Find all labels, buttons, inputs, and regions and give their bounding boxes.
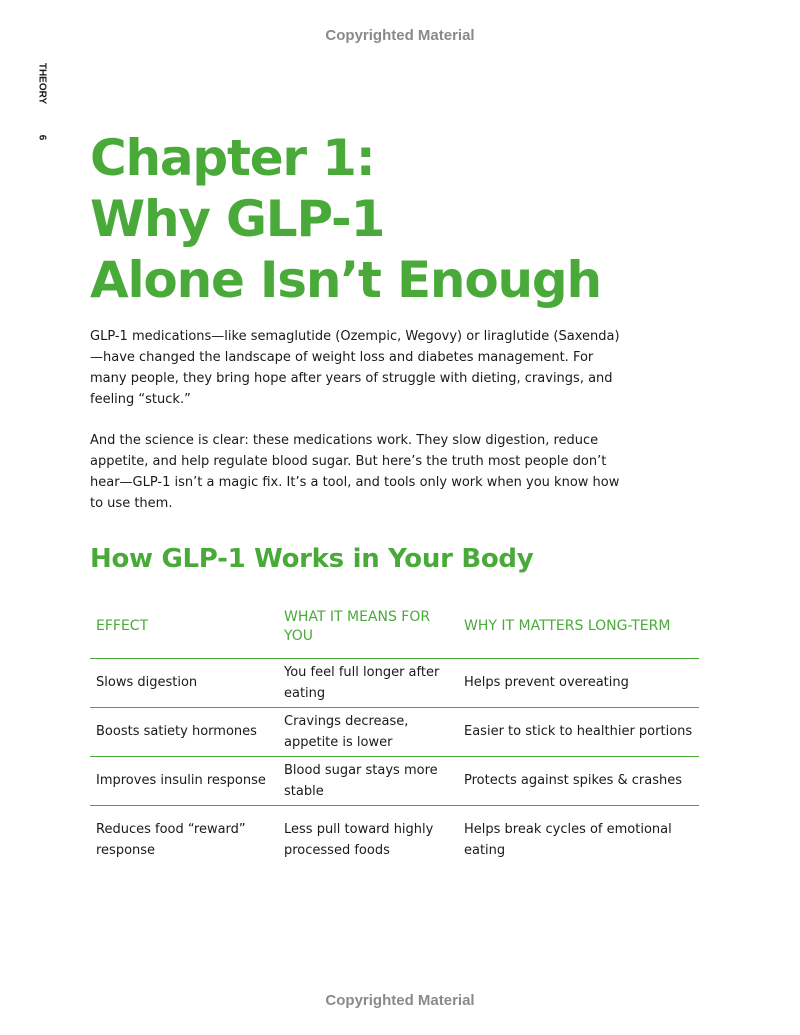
table-cell: Easier to stick to healthier portions — [458, 707, 699, 756]
intro-paragraph: GLP-1 medications—like semaglutide (Ozempic, Wegovy) or liraglutide (Saxenda)—have changed the landscape of weight loss and diabetes management. For many people, they bring hope after years of struggle with dieting, cravings, and feeling “stuck.” — [90, 329, 620, 407]
table-row — [90, 756, 699, 805]
table-cell: Reduces food “reward” response — [96, 822, 246, 859]
chapter-title — [90, 128, 730, 311]
table-row — [90, 707, 699, 756]
section-label: THEORY — [36, 62, 48, 105]
column-header: WHY IT MATTERS LONG-TERM — [458, 596, 699, 658]
table-cell: Improves insulin response — [90, 756, 278, 805]
table-row — [90, 658, 699, 707]
table-row — [90, 805, 699, 875]
section-heading: How GLP-1 Works in Your Body — [90, 544, 534, 574]
table-cell: Helps break cycles of emotional eating — [464, 822, 672, 859]
table-cell: Helps prevent overeating — [458, 658, 699, 707]
table-cell: Slows digestion — [90, 658, 278, 707]
page-number: 6 — [36, 134, 48, 141]
table-cell: Cravings decrease, appetite is lower — [278, 707, 458, 756]
table-header-row — [90, 596, 699, 658]
column-header: EFFECT — [90, 596, 278, 658]
chapter-title-line: Chapter 1: — [90, 129, 375, 187]
table-cell: Less pull toward highly processed foods — [284, 822, 434, 859]
watermark-top: Copyrighted Material — [325, 27, 475, 44]
table-cell: Boosts satiety hormones — [90, 707, 278, 756]
column-header: WHAT IT MEANS FOR YOU — [278, 596, 458, 658]
chapter-title-line: Alone Isn’t Enough — [90, 251, 601, 309]
watermark-bottom: Copyrighted Material — [325, 992, 475, 1009]
table-cell: You feel full longer after eating — [278, 658, 458, 707]
chapter-title-line: Why GLP-1 — [90, 190, 385, 248]
intro-paragraph: And the science is clear: these medications work. They slow digestion, reduce appetite, and help regulate blood sugar. But here’s the truth most people don’t hear—GLP-1 isn’t a magic fix. It’s a tool, and tools only work when you know how to use them. — [90, 433, 620, 511]
table-cell: Blood sugar stays more stable — [278, 756, 458, 805]
table-cell: Protects against spikes & crashes — [458, 756, 699, 805]
effects-table — [90, 596, 699, 875]
